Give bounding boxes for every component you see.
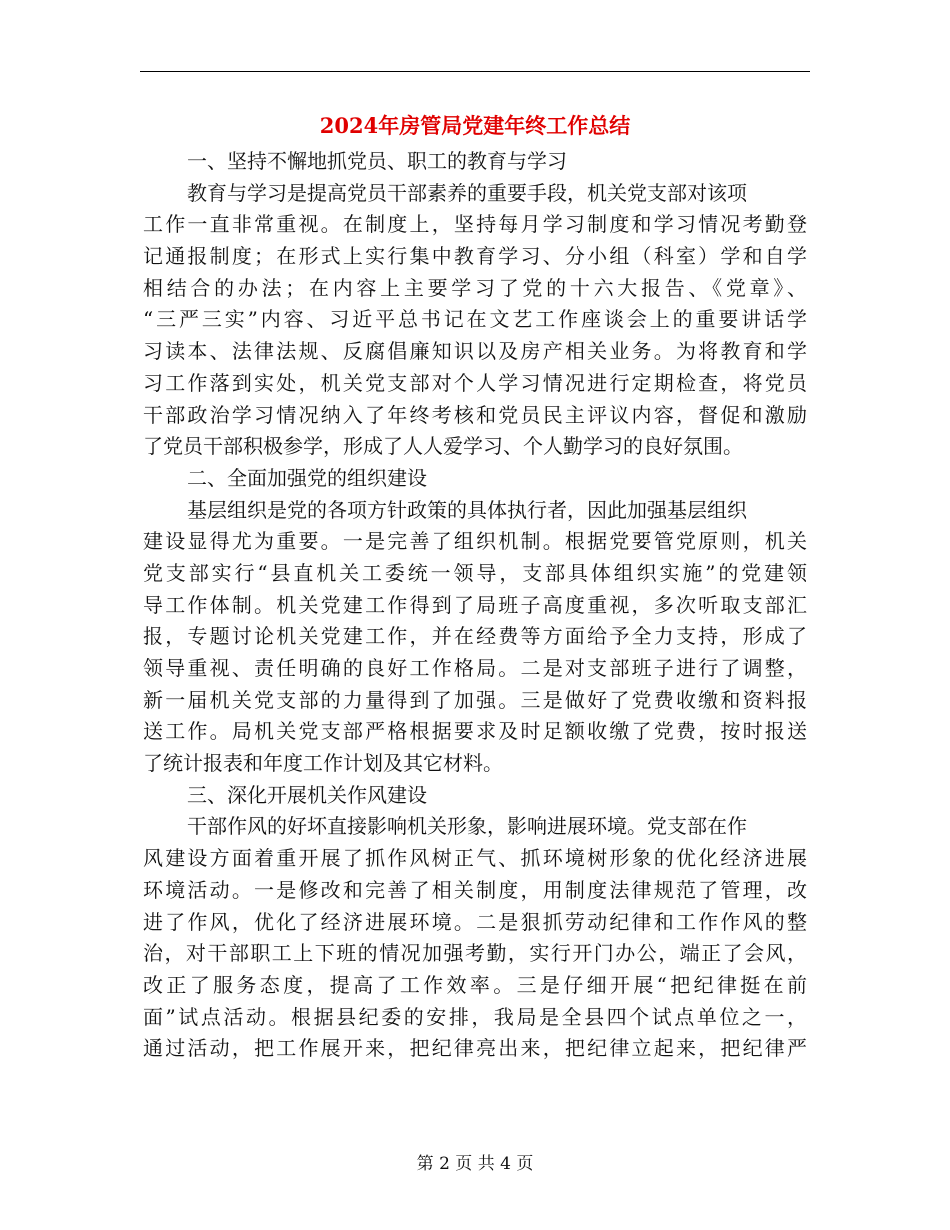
paragraph-line: 改正了服务态度，提高了工作效率。三是仔细开展“把纪律挺在前 bbox=[143, 972, 807, 997]
section-heading: 三、深化开展机关作风建设 bbox=[187, 782, 427, 807]
paragraph-line: 教育与学习是提高党员干部素养的重要手段，机关党支部对该项 bbox=[187, 180, 747, 205]
document-body bbox=[143, 146, 807, 1065]
paragraph-line: 记通报制度；在形式上实行集中教育学习、分小组（科室）学和自学 bbox=[143, 244, 807, 269]
paragraph-line: 习工作落到实处，机关党支部对个人学习情况进行定期检查，将党员 bbox=[143, 370, 807, 395]
paragraph-line: 风建设方面着重开展了抓作风树正气、抓环境树形象的优化经济进展 bbox=[143, 846, 807, 871]
paragraph-line: 治，对干部职工上下班的情况加强考勤，实行开门办公，端正了会风， bbox=[143, 941, 807, 966]
paragraph-line: 基层组织是党的各项方针政策的具体执行者，因此加强基层组织 bbox=[187, 497, 747, 522]
paragraph-line: 党支部实行“县直机关工委统一领导，支部具体组织实施”的党建领 bbox=[143, 560, 807, 585]
section-heading: 一、坚持不懈地抓党员、职工的教育与学习 bbox=[187, 149, 567, 173]
section-heading: 二、全面加强党的组织建设 bbox=[187, 465, 427, 490]
paragraph-line: 领导重视、责任明确的良好工作格局。二是对支部班子进行了调整， bbox=[143, 656, 807, 680]
paragraph-line: 了党员干部积极参学，形成了人人爱学习、个人勤学习的良好氛围。 bbox=[143, 434, 743, 459]
paragraph-line: 面”试点活动。根据县纪委的安排，我局是全县四个试点单位之一， bbox=[143, 1004, 807, 1029]
document-title: 2024年房管局党建年终工作总结 bbox=[319, 113, 631, 138]
paragraph-line: “三严三实”内容、习近平总书记在文艺工作座谈会上的重要讲话学 bbox=[143, 307, 807, 332]
paragraph-line: 建设显得尤为重要。一是完善了组织机制。根据党要管党原则，机关 bbox=[143, 529, 807, 554]
paragraph-line: 了统计报表和年度工作计划及其它材料。 bbox=[143, 751, 503, 776]
paragraph-line: 报，专题讨论机关党建工作，并在经费等方面给予全力支持，形成了 bbox=[143, 624, 807, 649]
paragraph-line: 通过活动，把工作展开来，把纪律亮出来，把纪律立起来，把纪律严 bbox=[143, 1036, 807, 1061]
paragraph-line: 相结合的办法；在内容上主要学习了党的十六大报告、《党章》、 bbox=[143, 275, 807, 300]
page-number: 第 2 页 共 4 页 bbox=[416, 1154, 534, 1174]
paragraph-line: 环境活动。一是修改和完善了相关制度，用制度法律规范了管理，改 bbox=[143, 877, 807, 902]
paragraph-line: 干部作风的好坏直接影响机关形象，影响进展环境。党支部在作 bbox=[187, 814, 747, 839]
paragraph-line: 导工作体制。机关党建工作得到了局班子高度重视，多次听取支部汇 bbox=[143, 592, 807, 617]
paragraph-line: 干部政治学习情况纳入了年终考核和党员民主评议内容，督促和激励 bbox=[143, 402, 807, 427]
paragraph-line: 新一届机关党支部的力量得到了加强。三是做好了党费收缴和资料报 bbox=[143, 687, 807, 712]
paragraph-line: 进了作风，优化了经济进展环境。二是狠抓劳动纪律和工作作风的整 bbox=[143, 909, 807, 934]
paragraph-line: 习读本、法律法规、反腐倡廉知识以及房产相关业务。为将教育和学 bbox=[143, 339, 807, 364]
paragraph-line: 工作一直非常重视。在制度上，坚持每月学习制度和学习情况考勤登 bbox=[143, 212, 807, 237]
header-rule bbox=[140, 71, 810, 72]
paragraph-line: 送工作。局机关党支部严格根据要求及时足额收缴了党费，按时报送 bbox=[143, 719, 807, 744]
